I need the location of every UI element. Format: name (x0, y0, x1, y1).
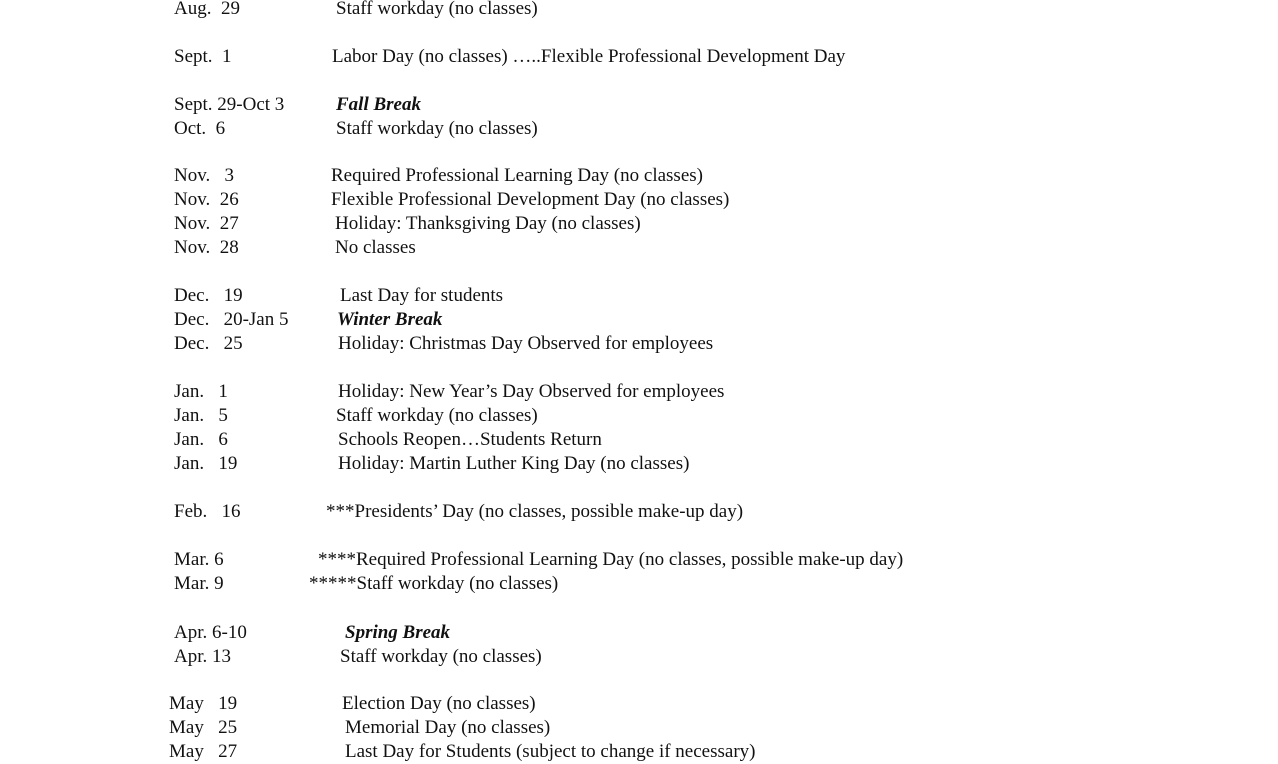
entry-description: ****Required Professional Learning Day (no classes, possible make-up day) (318, 549, 904, 570)
entry-date: Jan. 5 (174, 405, 228, 426)
entry-date: May 27 (169, 741, 238, 762)
entry-description: Flexible Professional Development Day (no classes) (331, 189, 730, 210)
entry-date: Nov. 28 (174, 237, 239, 258)
entry-date: Mar. 9 (174, 573, 224, 594)
entry-date: Jan. 19 (174, 453, 238, 474)
entry-description: Holiday: Christmas Day Observed for employees (338, 333, 714, 354)
entry-date: Feb. 16 (174, 501, 241, 522)
entry-description: Holiday: New Year’s Day Observed for employees (338, 381, 725, 402)
entry-date: Dec. 19 (174, 285, 243, 306)
entry-date: Apr. 6-10 (174, 622, 247, 643)
entry-date: Apr. 13 (174, 646, 231, 667)
entry-date: May 25 (169, 717, 238, 738)
entry-date: Dec. 25 (174, 333, 243, 354)
entry-description: Last Day for students (340, 285, 504, 306)
entry-date: May 19 (169, 693, 238, 714)
entry-date: Sept. 29-Oct 3 (174, 94, 285, 115)
entry-description: Holiday: Martin Luther King Day (no classes) (338, 453, 690, 474)
entry-description: No classes (335, 237, 416, 258)
entry-description: Last Day for Students (subject to change if necessary) (345, 741, 756, 762)
entry-date: Oct. 6 (174, 118, 226, 139)
entry-date: Nov. 27 (174, 213, 239, 234)
entry-date: Dec. 20-Jan 5 (174, 309, 289, 330)
entry-date: Sept. 1 (174, 46, 232, 67)
break-label: Winter Break (337, 309, 443, 330)
entry-description: Staff workday (no classes) (336, 118, 538, 139)
entry-description: Holiday: Thanksgiving Day (no classes) (335, 213, 641, 234)
entry-date: Aug. 29 (174, 0, 240, 19)
break-label: Fall Break (336, 94, 421, 115)
entry-description: Staff workday (no classes) (340, 646, 542, 667)
entry-date: Nov. 3 (174, 165, 234, 186)
entry-description: Labor Day (no classes) …..Flexible Professional Development Day (332, 46, 846, 67)
entry-description: Staff workday (no classes) (336, 0, 538, 19)
entry-description: Election Day (no classes) (342, 693, 536, 714)
entry-date: Jan. 6 (174, 429, 228, 450)
entry-description: Schools Reopen…Students Return (338, 429, 602, 450)
break-label: Spring Break (345, 622, 451, 643)
entry-description: Memorial Day (no classes) (345, 717, 551, 738)
entry-description: Staff workday (no classes) (336, 405, 538, 426)
entry-date: Jan. 1 (174, 381, 228, 402)
entry-date: Mar. 6 (174, 549, 224, 570)
entry-date: Nov. 26 (174, 189, 239, 210)
entry-description: Required Professional Learning Day (no classes) (331, 165, 703, 186)
entry-description: ***Presidents’ Day (no classes, possible make-up day) (326, 501, 744, 522)
entry-description: *****Staff workday (no classes) (309, 573, 559, 594)
